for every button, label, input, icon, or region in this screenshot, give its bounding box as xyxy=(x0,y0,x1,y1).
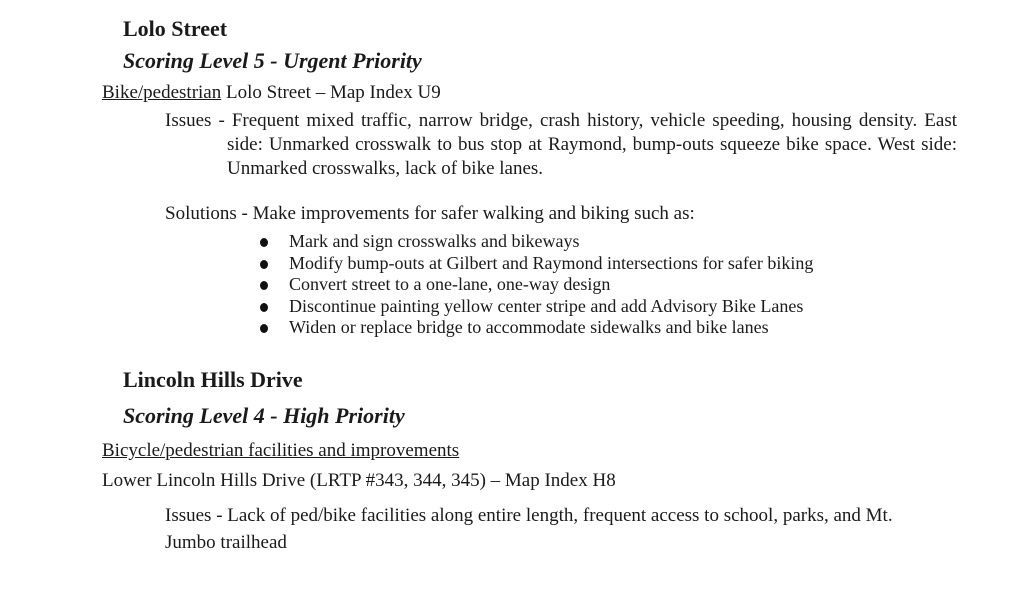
list-item: Modify bump-outs at Gilbert and Raymond intersections for safer biking xyxy=(258,253,813,275)
category-label-lincoln: Bicycle/pedestrian facilities and improvements xyxy=(102,440,460,461)
list-item: Widen or replace bridge to accommodate sidewalks and bike lanes xyxy=(258,317,813,339)
scoring-level-lolo: Scoring Level 5 - Urgent Priority xyxy=(123,48,422,73)
project-line-lolo xyxy=(102,82,441,104)
scoring-level-lincoln: Scoring Level 4 - High Priority xyxy=(123,403,405,428)
bullet-icon xyxy=(260,281,268,290)
project-name: Lolo Street – Map Index U9 xyxy=(221,82,441,103)
bullet-icon xyxy=(260,324,268,333)
issues-lincoln: Issues - Lack of ped/bike facilities along entire length, frequent access to school, parks, and Mt. Jumbo trailhead xyxy=(165,505,893,553)
section-title-lolo-street: Lolo Street xyxy=(123,16,228,41)
list-item: Discontinue painting yellow center stripe and add Advisory Bike Lanes xyxy=(258,296,813,318)
bullet-icon xyxy=(260,260,268,269)
section-title-lincoln-hills: Lincoln Hills Drive xyxy=(123,367,303,392)
solutions-intro-lolo: Solutions - Make improvements for safer walking and biking such as: xyxy=(165,203,695,224)
project-line-lincoln: Lower Lincoln Hills Drive (LRTP #343, 344, 345) – Map Index H8 xyxy=(102,470,616,491)
solutions-list-lolo xyxy=(258,231,813,339)
bullet-icon xyxy=(260,303,268,312)
category-label: Bike/pedestrian xyxy=(102,82,222,103)
issues-lolo: Issues - Frequent mixed traffic, narrow bridge, crash history, vehicle speeding, housing density. East side: Unmarked crosswalk to bus stop at Raymond, bump-outs squeeze bike space. West side: Unmarked crosswalks, lack of bike lanes. xyxy=(165,110,957,179)
list-item: Mark and sign crosswalks and bikeways xyxy=(258,231,813,253)
bullet-icon xyxy=(260,238,268,247)
list-item: Convert street to a one-lane, one-way design xyxy=(258,274,813,296)
